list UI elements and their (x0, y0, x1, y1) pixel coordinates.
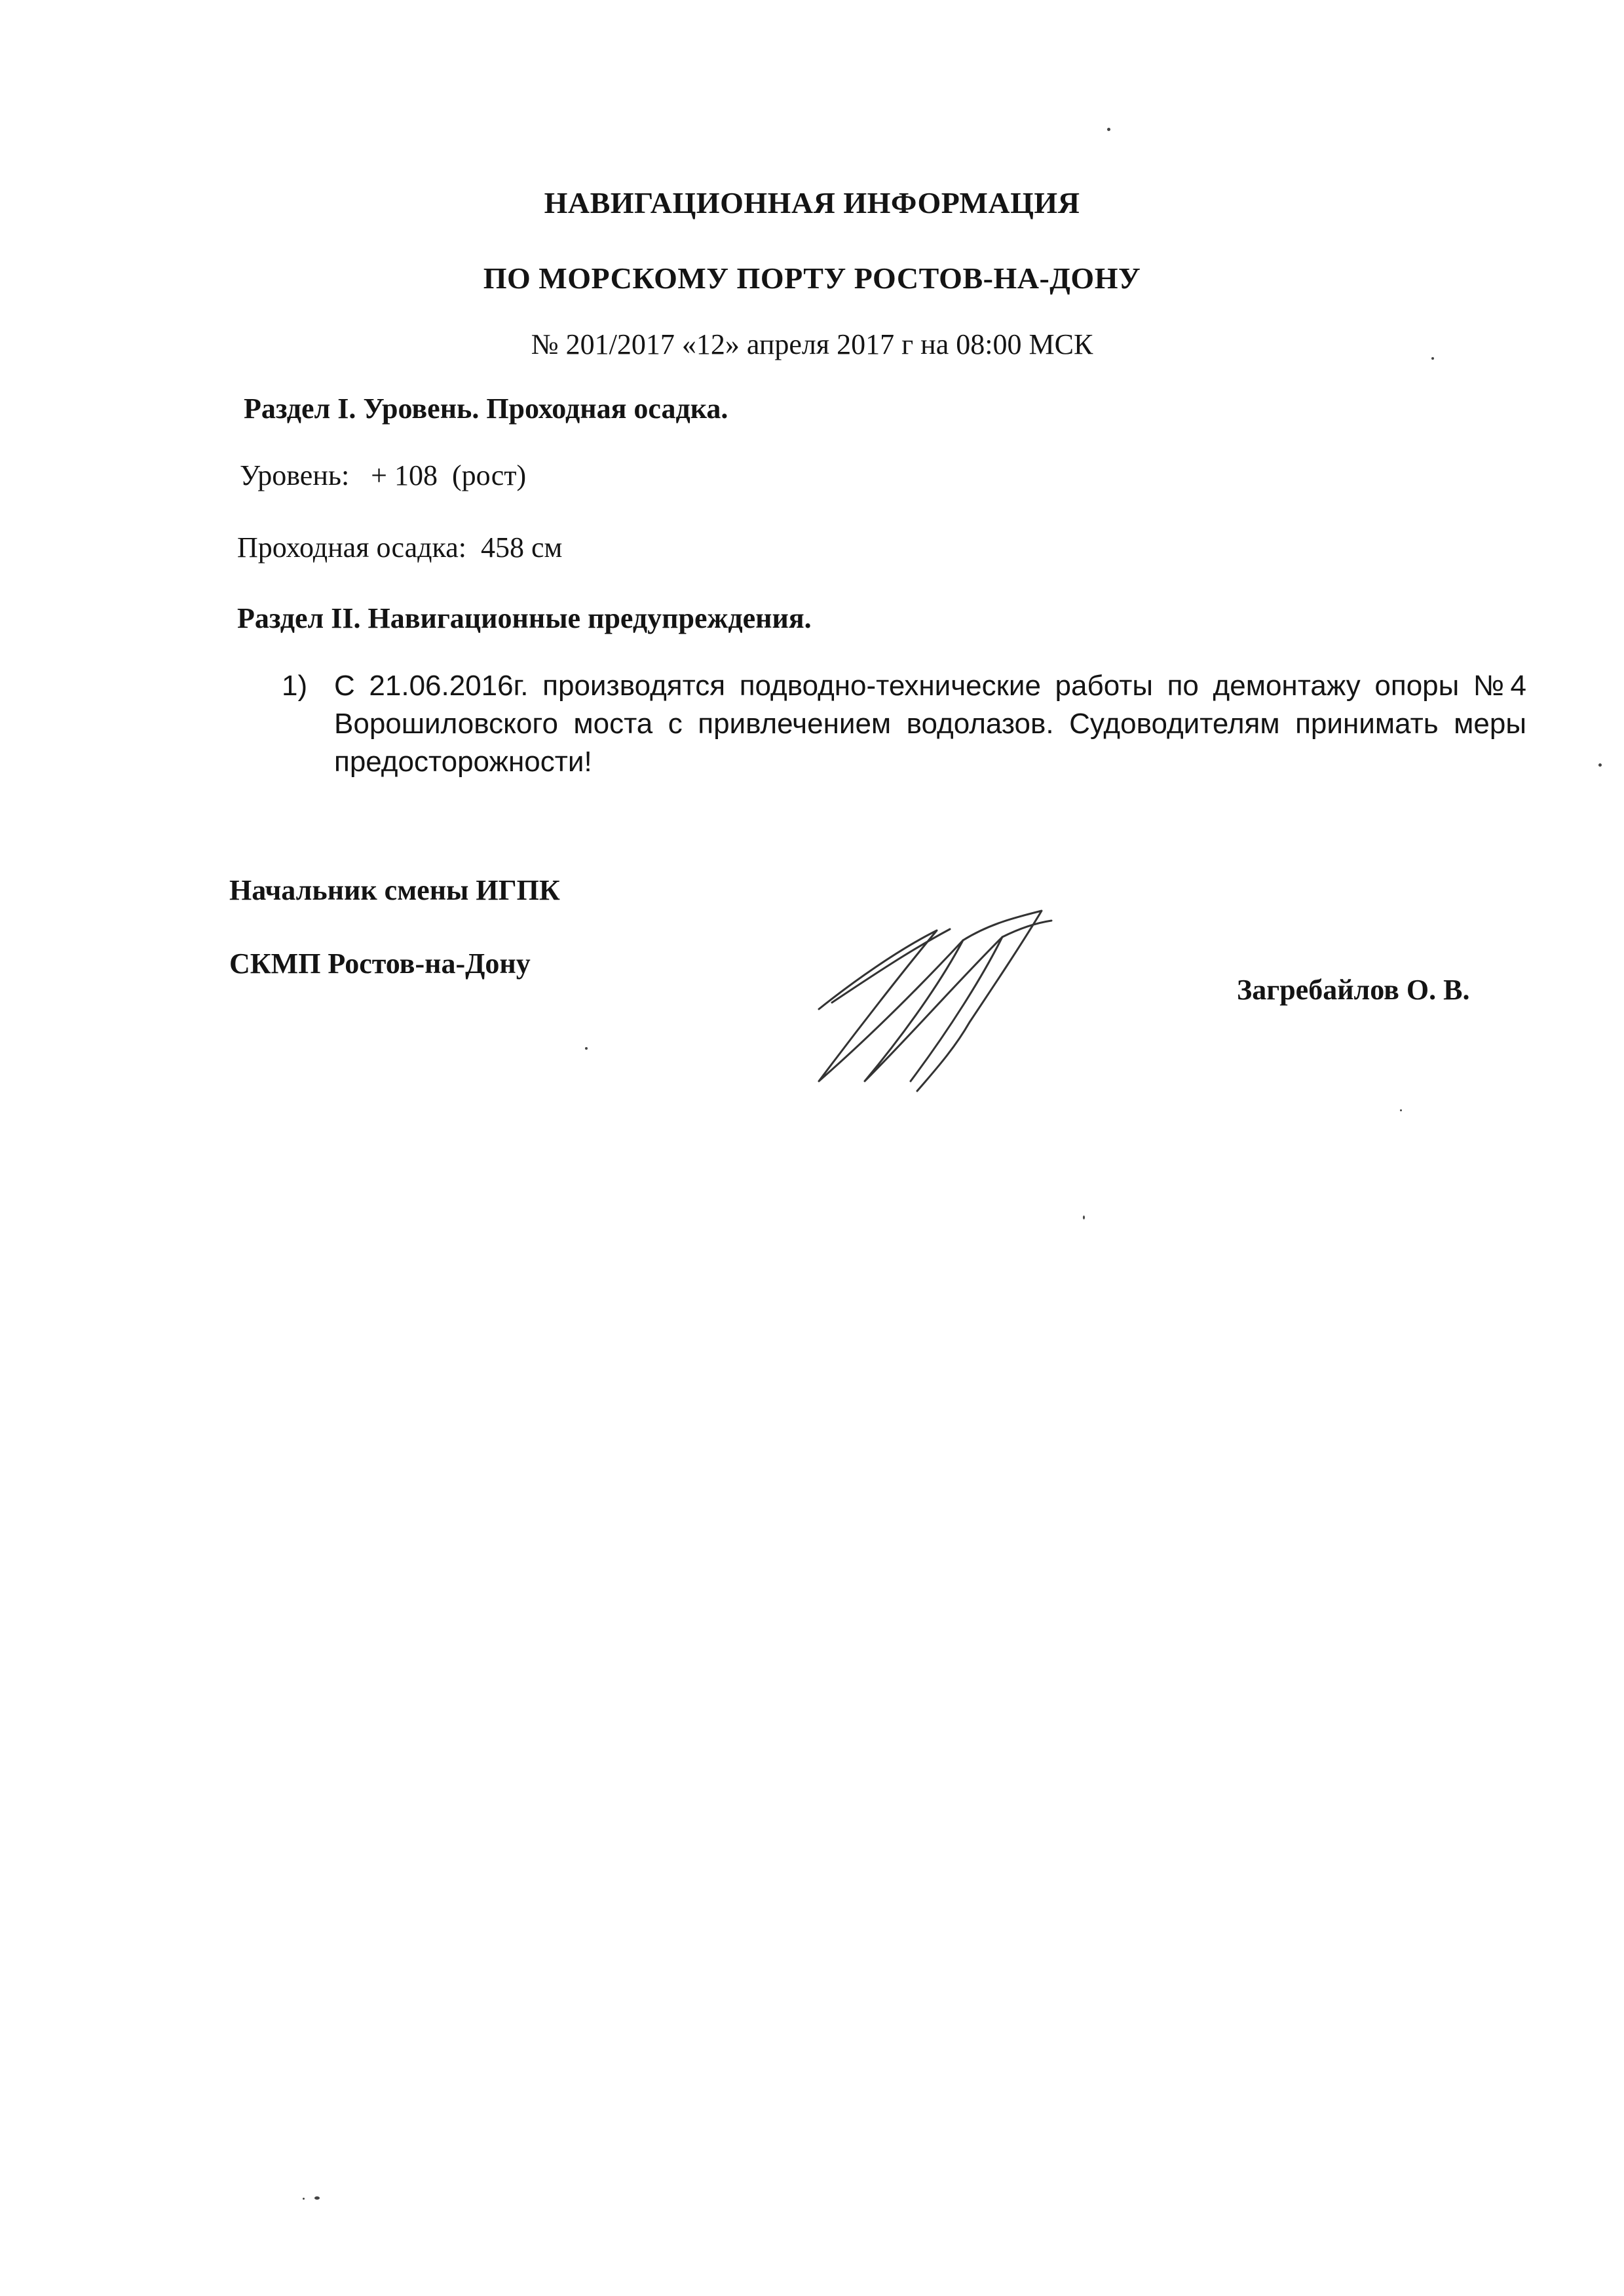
scan-speck (1431, 357, 1434, 360)
scan-speck (585, 1047, 588, 1050)
warning-text: С 21.06.2016г. производятся подводно-технические работы по демонтажу опоры №4 Ворошиловского моста с привлечением водолазов. Судоводителям принимать меры предосторожности! (334, 670, 1526, 778)
water-level-line: Уровень: + 108 (рост) (240, 459, 527, 491)
scan-speck (1400, 1109, 1402, 1111)
scan-speck (1598, 763, 1602, 767)
signer-organization: СКМП Ростов-на-Дону (229, 947, 531, 980)
navigation-warnings-list (282, 667, 1526, 781)
passing-draft-line: Проходная осадка: 458 см (237, 531, 563, 564)
scan-speck (1107, 128, 1110, 131)
warning-number: 1) (282, 670, 308, 702)
section-1-heading: Раздел I. Уровень. Проходная осадка. (244, 392, 728, 425)
document-title-line-2: ПО МОРСКОМУ ПОРТУ РОСТОВ-НА-ДОНУ (483, 261, 1141, 295)
scan-speck (1083, 1215, 1085, 1219)
document-number-date: № 201/2017 «12» апреля 2017 г на 08:00 МСК (531, 328, 1093, 360)
document-title-line-1: НАВИГАЦИОННАЯ ИНФОРМАЦИЯ (544, 186, 1080, 220)
scan-speck (314, 2196, 320, 2200)
handwritten-signature (806, 891, 1068, 1101)
section-2-heading: Раздел II. Навигационные предупреждения. (237, 602, 812, 634)
signer-name: Загребайлов О. В. (1237, 974, 1470, 1006)
warning-item (282, 667, 1526, 781)
signer-position: Начальник смены ИГПК (229, 874, 560, 906)
scan-speck (303, 2198, 305, 2200)
